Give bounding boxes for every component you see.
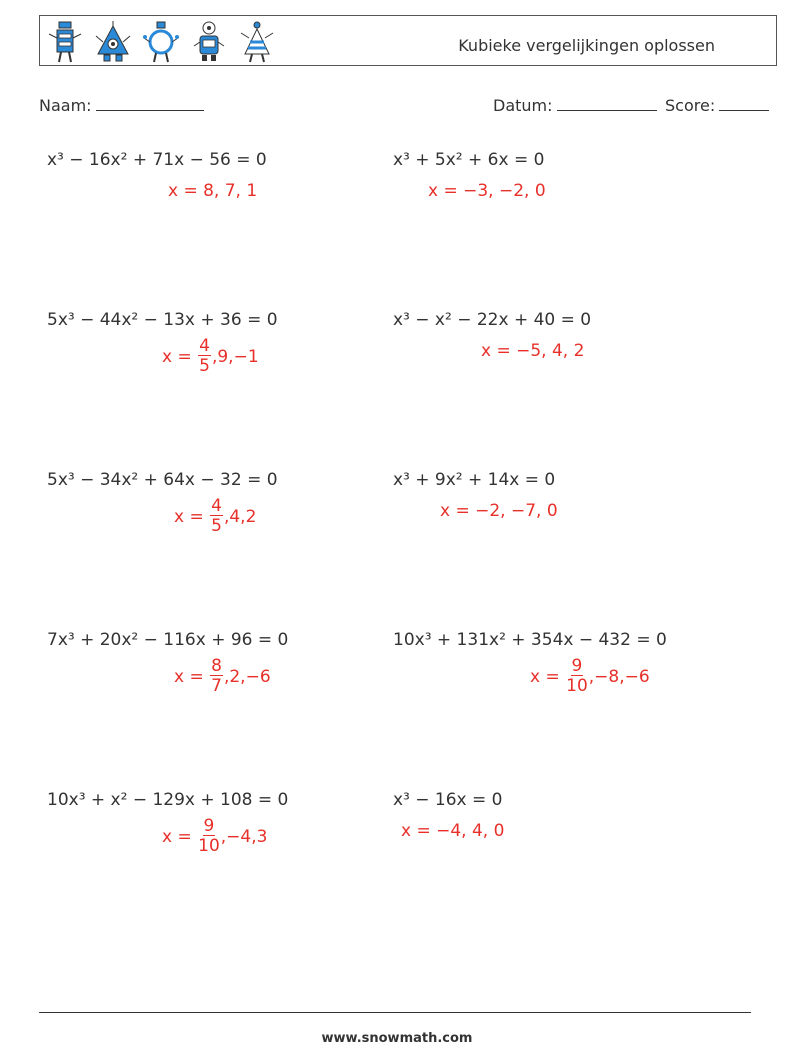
answer-fraction [210,657,223,696]
answer-fraction [210,497,223,536]
footer-divider [39,1012,751,1013]
problem-3-equation: 5x³ − 44x² − 13x + 36 = 0 [47,310,278,330]
answer-rest: ,−8,−6 [588,666,650,687]
fraction-denominator: 10 [566,676,588,696]
problem-5-answer [174,497,256,536]
problem-10-equation: x³ − 16x = 0 [393,790,503,810]
date-field[interactable] [493,94,657,115]
answer-rest: ,4,2 [223,506,257,527]
problem-5-equation: 5x³ − 34x² + 64x − 32 = 0 [47,470,278,490]
problem-4-equation: x³ − x² − 22x + 40 = 0 [393,310,592,330]
answer-rest: ,−4,3 [220,826,268,847]
fraction-numerator: 9 [571,656,583,676]
name-label: Naam: [39,96,92,115]
answer-prefix: x = [162,826,192,847]
problem-7-answer [174,657,271,696]
answer-prefix: x = [174,666,204,687]
score-label: Score: [665,96,716,115]
robot-5-icon [238,20,276,64]
answer-fraction [566,657,588,696]
answer-rest: ,9,−1 [211,346,259,367]
robot-2-icon [94,20,132,64]
problem-1-equation: x³ − 16x² + 71x − 56 = 0 [47,150,267,170]
date-label: Datum: [493,96,553,115]
problem-6-answer: x = −2, −7, 0 [440,501,558,521]
fraction-numerator: 9 [203,816,215,836]
problem-10-answer: x = −4, 4, 0 [401,821,505,841]
fraction-denominator: 10 [198,836,220,856]
header-box [39,15,777,66]
problem-6-equation: x³ + 9x² + 14x = 0 [393,470,556,490]
problem-7-equation: 7x³ + 20x² − 116x + 96 = 0 [47,630,289,650]
fraction-denominator: 5 [199,356,210,376]
problem-1-answer: x = 8, 7, 1 [168,181,258,201]
answer-prefix: x = [530,666,560,687]
fraction-denominator: 7 [211,676,222,696]
answer-rest: ,2,−6 [223,666,271,687]
fraction-numerator: 4 [211,496,222,516]
score-blank[interactable] [719,94,769,111]
problem-9-answer [162,817,267,856]
problem-3-answer [162,337,259,376]
name-blank[interactable] [96,94,204,111]
fraction-numerator: 4 [199,336,210,356]
name-field[interactable] [39,94,204,115]
score-field[interactable] [665,94,769,115]
fraction-numerator: 8 [211,656,222,676]
problem-4-answer: x = −5, 4, 2 [481,341,585,361]
robot-3-icon [142,20,180,64]
date-blank[interactable] [557,94,657,111]
robot-1-icon [46,20,84,64]
fraction-denominator: 5 [211,516,222,536]
answer-prefix: x = [174,506,204,527]
worksheet-title: Kubieke vergelijkingen oplossen [458,36,715,55]
problem-9-equation: 10x³ + x² − 129x + 108 = 0 [47,790,289,810]
footer-website[interactable]: www.snowmath.com [321,1031,473,1046]
problem-8-equation: 10x³ + 131x² + 354x − 432 = 0 [393,630,667,650]
answer-fraction [198,817,220,856]
problem-2-equation: x³ + 5x² + 6x = 0 [393,150,545,170]
answer-prefix: x = [162,346,192,367]
problem-2-answer: x = −3, −2, 0 [428,181,546,201]
robot-icons [46,20,276,64]
answer-fraction [198,337,211,376]
problem-8-answer [530,657,650,696]
robot-4-icon [190,20,228,64]
